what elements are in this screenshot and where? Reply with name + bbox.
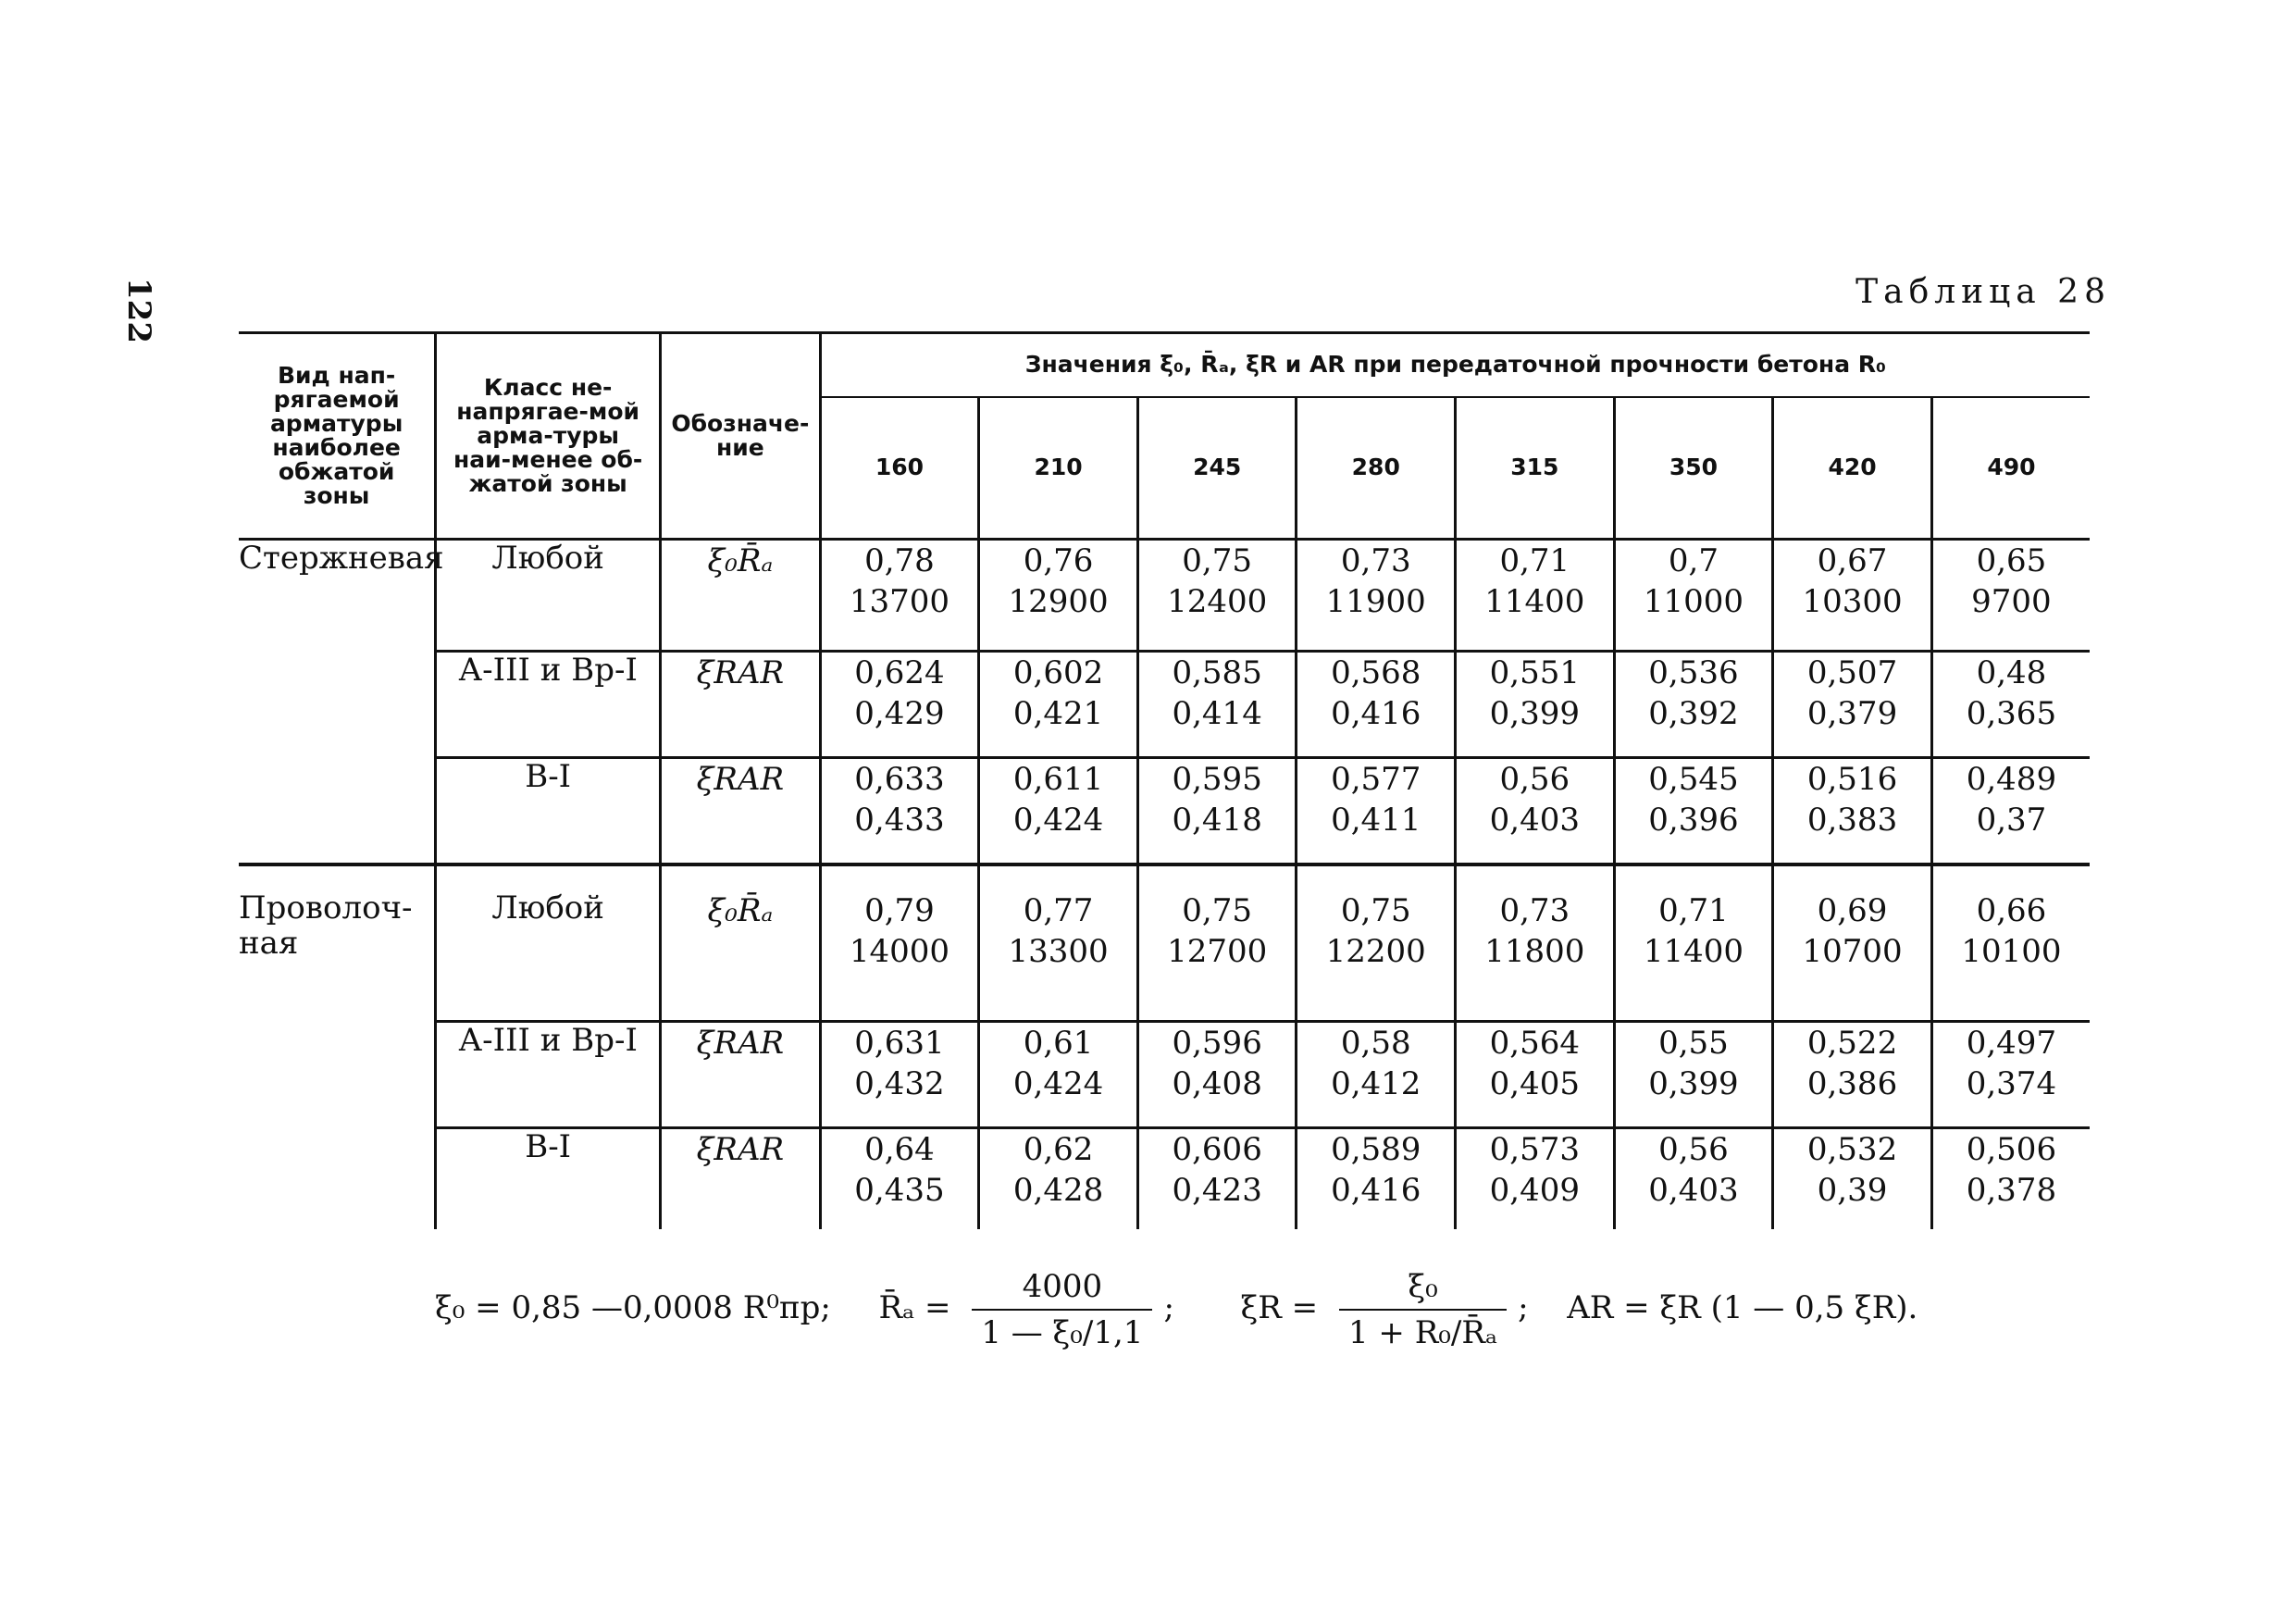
armature-type-label: Стержневая [239,540,436,865]
symbol-2: R̄ₐ [737,542,774,579]
value-1: 0,61 [1023,1025,1094,1062]
value-2: 0,416 [1331,1172,1421,1209]
value-cell [1297,758,1456,865]
formula-ra-lhs: R̄ₐ = [878,1289,951,1326]
value-1: 0,66 [1976,892,2047,929]
symbol-cell [661,864,821,1022]
value-1: 0,564 [1489,1025,1581,1062]
header-class: Класс не-напрягае-мой арма-туры наи-менее об-жатой зоны [436,333,661,540]
value-2: 0,399 [1489,695,1581,732]
value-1: 0,7 [1668,542,1719,579]
value-2: 13300 [1008,933,1109,970]
value-1: 0,489 [1966,761,2057,798]
value-cell [1931,652,2090,758]
symbol-2: AR [737,1131,785,1168]
value-2: 0,386 [1806,1065,1898,1102]
value-cell [820,540,979,652]
class-label: А-III и Вр-I [436,652,661,758]
value-1: 0,56 [1499,761,1570,798]
header-strength: 315 [1456,397,1615,540]
value-cell [1614,1128,1773,1230]
value-cell [1456,1022,1615,1128]
class-label: В-I [436,758,661,865]
table-row [239,652,2090,758]
value-2: 0,403 [1648,1172,1739,1209]
value-1: 0,516 [1806,761,1898,798]
value-cell [979,758,1138,865]
value-1: 0,73 [1499,892,1570,929]
header-strength: 160 [820,397,979,540]
value-1: 0,595 [1172,761,1262,798]
formula-xr-fraction [1339,1268,1507,1351]
value-cell [820,1022,979,1128]
value-cell [1137,864,1297,1022]
symbol-2: AR [737,654,785,691]
header-strength: 245 [1137,397,1297,540]
table-row [239,758,2090,865]
value-1: 0,78 [864,542,935,579]
table-caption: Таблица 28 [1855,273,2111,311]
value-2: 10100 [1961,933,2062,970]
value-1: 0,73 [1340,542,1411,579]
value-2: 10300 [1802,583,1903,620]
value-1: 0,55 [1658,1025,1729,1062]
value-cell [1614,1022,1773,1128]
formula-xr-lhs: ξR = [1240,1289,1319,1326]
value-cell [1456,864,1615,1022]
value-2: 0,412 [1331,1065,1421,1102]
class-label: А-III и Вр-I [436,1022,661,1128]
value-1: 0,75 [1182,542,1252,579]
value-1: 0,79 [864,892,935,929]
value-cell [820,652,979,758]
value-1: 0,596 [1172,1025,1262,1062]
value-2: 0,416 [1331,695,1421,732]
value-2: 0,424 [1012,802,1104,839]
table-row [239,1022,2090,1128]
table-row [239,540,2090,652]
header-values-title: Значения ξ₀, R̄ₐ, ξR и AR при передаточной прочности бетона R₀ [820,333,2090,397]
value-2: 11800 [1484,933,1585,970]
symbol-2: R̄ₐ [737,892,774,929]
value-2: 9700 [1971,583,2052,620]
value-cell [1773,1128,1932,1230]
value-2: 0,392 [1648,695,1739,732]
header-strength: 280 [1297,397,1456,540]
value-cell [979,1128,1138,1230]
value-2: 0,399 [1648,1065,1739,1102]
value-cell [1931,540,2090,652]
symbol-1: ξ₀ [707,892,738,929]
table-row [239,864,2090,1022]
value-1: 0,568 [1331,654,1421,691]
value-cell [820,758,979,865]
value-1: 0,75 [1340,892,1411,929]
value-2: 0,414 [1172,695,1262,732]
value-1: 0,551 [1489,654,1581,691]
value-2: 0,424 [1012,1065,1104,1102]
value-1: 0,522 [1806,1025,1898,1062]
value-1: 0,69 [1817,892,1888,929]
formula-ra-denominator: 1 — ξ₀/1,1 [981,1314,1144,1351]
value-1: 0,536 [1648,654,1739,691]
formula-ar: AR = ξR (1 — 0,5 ξR). [1567,1289,1918,1326]
value-cell [1773,864,1932,1022]
formula-ra-fraction [972,1268,1152,1351]
value-2: 0,396 [1648,802,1739,839]
value-1: 0,602 [1012,654,1104,691]
value-2: 14000 [849,933,950,970]
value-1: 0,71 [1658,892,1729,929]
value-2: 0,429 [854,695,945,732]
symbol-cell [661,652,821,758]
value-cell [1614,758,1773,865]
value-1: 0,606 [1172,1131,1262,1168]
value-2: 0,39 [1817,1172,1888,1209]
value-cell [1297,652,1456,758]
value-2: 0,374 [1966,1065,2057,1102]
formula-ra-numerator: 4000 [972,1268,1152,1311]
value-cell [1456,540,1615,652]
value-cell [1931,1022,2090,1128]
value-cell [1773,758,1932,865]
value-cell [1137,652,1297,758]
value-cell [1137,540,1297,652]
value-2: 12400 [1167,583,1268,620]
formula-xi0: ξ₀ = 0,85 —0,0008 R⁰пр; [435,1289,831,1326]
value-2: 0,421 [1012,695,1104,732]
value-1: 0,624 [854,654,945,691]
value-2: 0,432 [854,1065,945,1102]
value-1: 0,76 [1023,542,1094,579]
symbol-cell [661,1128,821,1230]
value-cell [1297,540,1456,652]
value-2: 12200 [1325,933,1426,970]
symbol-1: ξ₀ [707,542,738,579]
value-1: 0,631 [854,1025,945,1062]
value-2: 11900 [1325,583,1426,620]
value-2: 12900 [1008,583,1109,620]
value-2: 0,403 [1489,802,1581,839]
value-2: 0,37 [1976,802,2047,839]
formula-xr-numerator: ξ₀ [1339,1268,1507,1311]
value-2: 11000 [1643,583,1744,620]
value-1: 0,62 [1023,1131,1094,1168]
value-1: 0,577 [1331,761,1421,798]
page-number: 122 [120,278,157,343]
symbol-cell [661,1022,821,1128]
armature-type-label: Проволоч-ная [239,864,436,1229]
value-1: 0,507 [1806,654,1898,691]
formula: ξ₀ = 0,85 —0,0008 R⁰пр; R̄ₐ = $\frac{4000}{\text{1 — ξ₀/1,1}}$ ; ξR = $\frac{\text{ξ₀}}{\text{1 + R₀/R̄ₐ}}$ ; AR = ξR (1 — 0,5 ξR). [435,1268,1918,1351]
symbol-cell [661,758,821,865]
value-2: 0,365 [1966,695,2057,732]
value-2: 0,435 [854,1172,945,1209]
symbol-2: AR [737,1025,785,1062]
value-cell [1456,1128,1615,1230]
value-1: 0,56 [1658,1131,1729,1168]
value-1: 0,589 [1331,1131,1421,1168]
value-1: 0,64 [864,1131,935,1168]
value-cell [979,652,1138,758]
value-2: 0,418 [1172,802,1262,839]
value-2: 11400 [1484,583,1585,620]
value-cell [979,540,1138,652]
header-strength: 210 [979,397,1138,540]
value-1: 0,65 [1976,542,2047,579]
value-1: 0,506 [1966,1131,2057,1168]
value-2: 0,428 [1012,1172,1104,1209]
value-2: 0,378 [1966,1172,2057,1209]
value-cell [1773,540,1932,652]
header-strength: 420 [1773,397,1932,540]
value-cell [1931,864,2090,1022]
value-cell [1931,1128,2090,1230]
value-cell [979,864,1138,1022]
value-cell [1137,758,1297,865]
value-cell [820,864,979,1022]
symbol-2: AR [737,761,785,798]
value-2: 10700 [1802,933,1903,970]
value-2: 13700 [849,583,950,620]
header-strength: 350 [1614,397,1773,540]
value-2: 0,433 [854,802,945,839]
value-cell [1614,864,1773,1022]
value-cell [1773,652,1932,758]
value-1: 0,58 [1340,1025,1411,1062]
value-2: 0,405 [1489,1065,1581,1102]
symbol-1: ξR [696,654,738,691]
value-1: 0,497 [1966,1025,2057,1062]
value-1: 0,48 [1976,654,2047,691]
value-2: 0,408 [1172,1065,1262,1102]
symbol-1: ξR [696,1131,738,1168]
value-cell [1931,758,2090,865]
value-2: 0,411 [1331,802,1421,839]
value-2: 0,409 [1489,1172,1581,1209]
value-cell [1614,540,1773,652]
value-1: 0,67 [1817,542,1888,579]
value-2: 0,423 [1172,1172,1262,1209]
value-2: 11400 [1643,933,1744,970]
value-cell [1456,758,1615,865]
symbol-1: ξR [696,1025,738,1062]
value-1: 0,532 [1806,1131,1898,1168]
class-label: В-I [436,1128,661,1230]
class-label: Любой [436,864,661,1022]
symbol-1: ξR [696,761,738,798]
header-strength: 490 [1987,454,2036,481]
header-armature-type: Вид нап-рягаемой арматуры наиболее обжатой зоны [239,333,436,540]
value-2: 0,383 [1806,802,1898,839]
value-cell [820,1128,979,1230]
formula-xr-denominator: 1 + R₀/R̄ₐ [1347,1314,1498,1351]
value-1: 0,585 [1172,654,1262,691]
value-cell [1773,1022,1932,1128]
value-cell [1456,652,1615,758]
value-1: 0,573 [1489,1131,1581,1168]
value-1: 0,77 [1023,892,1094,929]
data-table [239,331,2090,1229]
value-cell [1297,1128,1456,1230]
value-2: 0,379 [1806,695,1898,732]
value-cell [1297,1022,1456,1128]
value-1: 0,545 [1648,761,1739,798]
value-2: 12700 [1167,933,1268,970]
value-1: 0,75 [1182,892,1252,929]
value-cell [1137,1022,1297,1128]
value-1: 0,611 [1012,761,1104,798]
value-cell [979,1022,1138,1128]
value-cell [1297,864,1456,1022]
symbol-cell [661,540,821,652]
value-1: 0,633 [854,761,945,798]
header-symbol: Обозначе-ние [661,333,821,540]
value-cell [1137,1128,1297,1230]
value-1: 0,71 [1499,542,1570,579]
table-row [239,1128,2090,1230]
value-cell [1614,652,1773,758]
class-label: Любой [436,540,661,652]
